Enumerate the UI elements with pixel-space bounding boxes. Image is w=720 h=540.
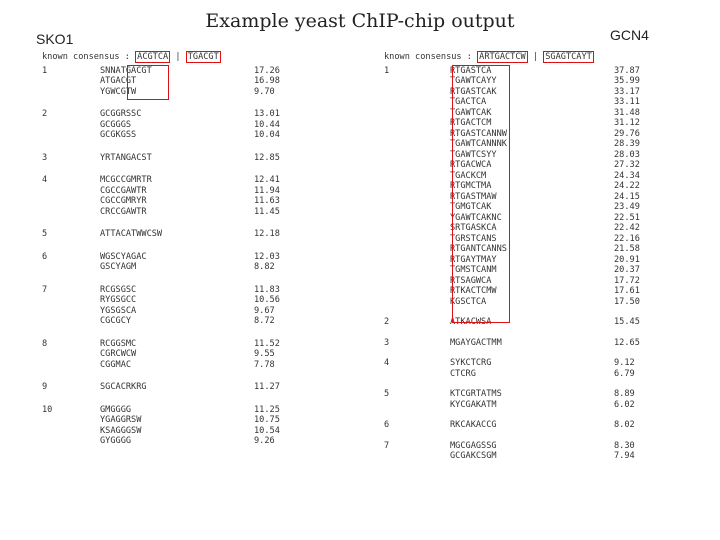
consensus-match-highlight xyxy=(127,65,169,100)
motif-score: 8.02 xyxy=(614,420,635,430)
motif-sequence: RTGASTCAK xyxy=(450,86,497,97)
motif-score: 24.22 xyxy=(614,181,640,191)
motif-score: 27.32 xyxy=(614,160,640,170)
motif-row xyxy=(384,171,664,182)
motif-score: 12.65 xyxy=(614,337,640,348)
motif-row xyxy=(384,358,664,369)
motif-sequence: YGSGSCA xyxy=(100,305,137,316)
motif-sequence: CGCCGMRYR xyxy=(100,196,147,206)
right-factor-label: GCN4 xyxy=(610,27,649,43)
motif-row xyxy=(42,175,282,186)
motif-score: 31.48 xyxy=(614,107,640,118)
motif-score: 37.87 xyxy=(614,65,640,76)
motif-score: 10.75 xyxy=(254,415,280,425)
motif-row xyxy=(42,382,282,393)
motif-row xyxy=(42,285,282,296)
sko1-motif-table xyxy=(42,52,282,459)
motif-row xyxy=(42,207,282,218)
motif-sequence: CTCRG xyxy=(450,368,476,379)
motif-sequence: WGSCYAGAC xyxy=(100,251,147,262)
motif-row xyxy=(384,118,664,129)
motif-sequence: RTSAGWCA xyxy=(450,275,492,286)
motif-sequence: GCGGRSSC xyxy=(100,109,142,119)
motif-row xyxy=(384,129,664,140)
motif-group xyxy=(384,441,664,462)
left-consensus-reverse: TGACGT xyxy=(187,52,219,62)
motif-sequence: GMGGGG xyxy=(100,404,132,415)
motif-score: 20.37 xyxy=(614,265,640,275)
motif-score: 17.50 xyxy=(614,296,640,307)
motif-score: 11.27 xyxy=(254,382,280,392)
slide-title: Example yeast ChIP-chip output xyxy=(205,10,515,32)
motif-score: 7.78 xyxy=(254,359,275,370)
motif-sequence: GCGGGS xyxy=(100,119,132,130)
motif-score: 10.56 xyxy=(254,295,280,305)
motif-row xyxy=(42,109,282,120)
motif-score: 11.83 xyxy=(254,284,280,295)
motif-score: 17.61 xyxy=(614,286,640,296)
motif-rank: 9 xyxy=(42,382,48,392)
motif-group xyxy=(384,317,664,328)
motif-group xyxy=(42,153,282,164)
motif-row xyxy=(384,150,664,161)
motif-group xyxy=(384,338,664,349)
motif-row xyxy=(384,213,664,224)
motif-sequence: KSAGGGSW xyxy=(100,425,142,436)
motif-row xyxy=(42,349,282,360)
motif-score: 12.85 xyxy=(254,152,280,163)
motif-rank: 6 xyxy=(42,251,48,262)
left-header-prefix: known consensus : xyxy=(42,52,136,62)
motif-sequence: TGMGTCAK xyxy=(450,202,492,212)
motif-rank: 7 xyxy=(42,284,48,295)
motif-row xyxy=(42,316,282,327)
motif-sequence: CGGMAC xyxy=(100,359,132,370)
motif-sequence: RTGACWCA xyxy=(450,160,492,170)
motif-score: 10.44 xyxy=(254,119,280,130)
motif-score: 11.63 xyxy=(254,196,280,206)
motif-rank: 4 xyxy=(384,358,390,368)
motif-row xyxy=(42,405,282,416)
motif-sequence: CGCCGAWTR xyxy=(100,185,147,196)
motif-sequence: RTGANTCANNS xyxy=(450,244,507,254)
motif-row xyxy=(42,360,282,371)
motif-row xyxy=(42,262,282,273)
motif-score: 8.30 xyxy=(614,440,635,451)
motif-score: 9.26 xyxy=(254,436,275,446)
motif-row xyxy=(384,265,664,276)
left-consensus-header xyxy=(42,52,282,63)
right-consensus-reverse: SGAGTCAYT xyxy=(545,52,592,62)
motif-sequence: TGMSTCANM xyxy=(450,265,497,275)
motif-score: 31.12 xyxy=(614,118,640,128)
motif-row xyxy=(384,276,664,287)
motif-score: 22.51 xyxy=(614,212,640,223)
motif-row xyxy=(384,244,664,255)
motif-sequence: RTGMCTMA xyxy=(450,181,492,191)
motif-row xyxy=(384,97,664,108)
left-factor-label: SKO1 xyxy=(36,31,74,47)
motif-sequence: MGCGAGSSG xyxy=(450,440,497,451)
motif-score: 11.94 xyxy=(254,185,280,196)
motif-group xyxy=(384,358,664,379)
motif-score: 11.25 xyxy=(254,404,280,415)
consensus-match-highlight xyxy=(452,65,510,323)
motif-score: 6.02 xyxy=(614,399,635,410)
motif-score: 24.34 xyxy=(614,170,640,181)
motif-sequence: TGACTCA xyxy=(450,97,487,107)
motif-group xyxy=(42,175,282,217)
motif-score: 17.72 xyxy=(614,275,640,286)
motif-group xyxy=(42,339,282,371)
motif-row xyxy=(384,441,664,452)
motif-score: 11.45 xyxy=(254,206,280,217)
motif-row xyxy=(384,223,664,234)
motif-sequence: SGCACRKRG xyxy=(100,382,147,392)
motif-score: 21.58 xyxy=(614,244,640,254)
motif-row xyxy=(42,196,282,207)
motif-row xyxy=(384,202,664,213)
motif-sequence: YGWCGTW xyxy=(100,86,137,97)
motif-sequence: RTKACTCMW xyxy=(450,286,497,296)
motif-sequence: KTCGRTATMS xyxy=(450,389,502,399)
motif-score: 11.52 xyxy=(254,338,280,349)
motif-sequence: MCGCCGMRTR xyxy=(100,175,152,185)
motif-group xyxy=(384,420,664,431)
motif-sequence: RTGASTCA xyxy=(450,65,492,76)
motif-score: 24.15 xyxy=(614,191,640,202)
motif-rank: 7 xyxy=(384,440,390,451)
motif-sequence: CGCGCY xyxy=(100,316,132,326)
motif-score: 7.94 xyxy=(614,451,635,461)
motif-sequence: CRCCGAWTR xyxy=(100,206,147,217)
right-header-prefix: known consensus : xyxy=(384,52,478,62)
motif-sequence: YRTANGACST xyxy=(100,152,152,163)
motif-sequence: CGRCWCW xyxy=(100,349,137,359)
motif-sequence: RKCAKACCG xyxy=(450,420,497,430)
motif-score: 9.70 xyxy=(254,86,275,97)
motif-group xyxy=(42,252,282,273)
right-consensus-forward: ARTGACTCW xyxy=(479,52,526,62)
motif-row xyxy=(384,234,664,245)
motif-sequence: RCGSGSC xyxy=(100,284,137,295)
left-consensus-forward: ACGTCA xyxy=(137,52,169,62)
motif-sequence: TGAWTCSYY xyxy=(450,149,497,160)
motif-score: 8.89 xyxy=(614,389,635,399)
motif-sequence: KYCGAKATM xyxy=(450,399,497,410)
motif-group xyxy=(384,66,664,308)
motif-score: 28.03 xyxy=(614,149,640,160)
motif-score: 29.76 xyxy=(614,128,640,139)
motif-row xyxy=(42,229,282,240)
motif-row xyxy=(42,153,282,164)
left-header-separator: | xyxy=(170,52,186,62)
motif-score: 35.99 xyxy=(614,76,640,86)
right-consensus-header xyxy=(384,52,664,63)
motif-sequence: TGAWTCAYY xyxy=(450,76,497,86)
motif-score: 23.49 xyxy=(614,202,640,212)
motif-sequence: GSCYAGM xyxy=(100,262,137,272)
motif-score: 12.03 xyxy=(254,251,280,262)
motif-score: 22.42 xyxy=(614,223,640,233)
motif-sequence: SRTGASKCA xyxy=(450,223,497,233)
motif-sequence: SYKCTCRG xyxy=(450,358,492,368)
motif-score: 10.54 xyxy=(254,425,280,436)
motif-row xyxy=(42,120,282,131)
motif-sequence: ATGACGT xyxy=(100,76,137,86)
motif-score: 22.16 xyxy=(614,233,640,244)
motif-sequence: TGRSTCANS xyxy=(450,233,497,244)
motif-score: 33.11 xyxy=(614,97,640,107)
motif-row xyxy=(42,186,282,197)
motif-sequence: YGAWTCAKNC xyxy=(450,212,502,223)
motif-score: 33.17 xyxy=(614,86,640,97)
motif-sequence: RTGACTCM xyxy=(450,118,492,128)
motif-score: 12.41 xyxy=(254,175,280,185)
motif-row xyxy=(384,181,664,192)
motif-row xyxy=(384,400,664,411)
motif-rank: 5 xyxy=(42,229,48,239)
motif-score: 16.98 xyxy=(254,76,280,86)
motif-sequence: GYGGGG xyxy=(100,436,132,446)
motif-score: 9.55 xyxy=(254,349,275,359)
motif-sequence: RYGSGCC xyxy=(100,295,137,305)
motif-row xyxy=(384,297,664,308)
motif-row xyxy=(42,339,282,350)
motif-row xyxy=(384,286,664,297)
motif-row xyxy=(384,66,664,77)
motif-rank: 2 xyxy=(384,317,390,327)
motif-score: 9.67 xyxy=(254,305,275,316)
motif-rank: 3 xyxy=(42,152,48,163)
motif-sequence: TGAWTCAK xyxy=(450,107,492,118)
motif-rank: 3 xyxy=(384,337,390,348)
motif-group xyxy=(42,405,282,447)
motif-group xyxy=(42,285,282,327)
motif-sequence: GCGAKCSGM xyxy=(450,451,497,461)
motif-rank: 1 xyxy=(42,65,48,76)
motif-sequence: RTGASTMAW xyxy=(450,191,497,202)
gcn4-motif-table xyxy=(384,52,664,472)
motif-row xyxy=(42,306,282,317)
motif-group xyxy=(42,109,282,141)
motif-sequence: TGAWTCANNNK xyxy=(450,139,507,149)
motif-rank: 10 xyxy=(42,404,53,415)
motif-score: 17.26 xyxy=(254,65,280,76)
motif-row xyxy=(42,295,282,306)
motif-row xyxy=(384,87,664,98)
motif-score: 6.79 xyxy=(614,368,635,379)
motif-group xyxy=(42,382,282,393)
motif-score: 8.72 xyxy=(254,316,275,326)
motif-rank: 4 xyxy=(42,175,48,185)
motif-score: 9.12 xyxy=(614,358,635,368)
motif-row xyxy=(384,389,664,400)
motif-row xyxy=(384,76,664,87)
motif-score: 15.45 xyxy=(614,317,640,327)
motif-sequence: ATTACATWWCSW xyxy=(100,229,163,239)
motif-row xyxy=(384,420,664,431)
motif-row xyxy=(384,317,664,328)
motif-row xyxy=(42,130,282,141)
motif-row xyxy=(42,436,282,447)
motif-sequence: SNNATGACGT xyxy=(100,65,152,76)
motif-sequence: MGAYGACTMM xyxy=(450,337,502,348)
motif-row xyxy=(384,369,664,380)
motif-rank: 6 xyxy=(384,420,390,430)
motif-row xyxy=(42,252,282,263)
motif-row xyxy=(384,451,664,462)
motif-sequence: RCGGSMC xyxy=(100,338,137,349)
motif-row xyxy=(384,255,664,266)
motif-score: 13.01 xyxy=(254,109,280,119)
motif-rank: 8 xyxy=(42,338,48,349)
motif-sequence: RTGAYTMAY xyxy=(450,254,497,265)
motif-score: 20.91 xyxy=(614,254,640,265)
motif-rank: 2 xyxy=(42,109,48,119)
motif-score: 28.39 xyxy=(614,139,640,149)
motif-row xyxy=(42,415,282,426)
right-header-separator: | xyxy=(527,52,544,62)
motif-score: 10.04 xyxy=(254,130,280,140)
motif-sequence: TGACKCM xyxy=(450,170,487,181)
motif-rank: 5 xyxy=(384,389,390,399)
motif-sequence: YGAGGRSW xyxy=(100,415,142,425)
motif-sequence: KGSCTCA xyxy=(450,296,487,307)
motif-group xyxy=(42,229,282,240)
motif-row xyxy=(42,426,282,437)
motif-score: 8.82 xyxy=(254,262,275,272)
motif-sequence: ATKACWSA xyxy=(450,317,492,327)
motif-rank: 1 xyxy=(384,65,390,76)
motif-sequence: GCGKGSS xyxy=(100,130,137,140)
motif-sequence: RTGASTCANNW xyxy=(450,128,507,139)
motif-row xyxy=(384,108,664,119)
motif-row xyxy=(384,160,664,171)
motif-group xyxy=(384,389,664,410)
motif-score: 12.18 xyxy=(254,229,280,239)
motif-row xyxy=(384,192,664,203)
motif-row xyxy=(384,139,664,150)
motif-row xyxy=(384,338,664,349)
